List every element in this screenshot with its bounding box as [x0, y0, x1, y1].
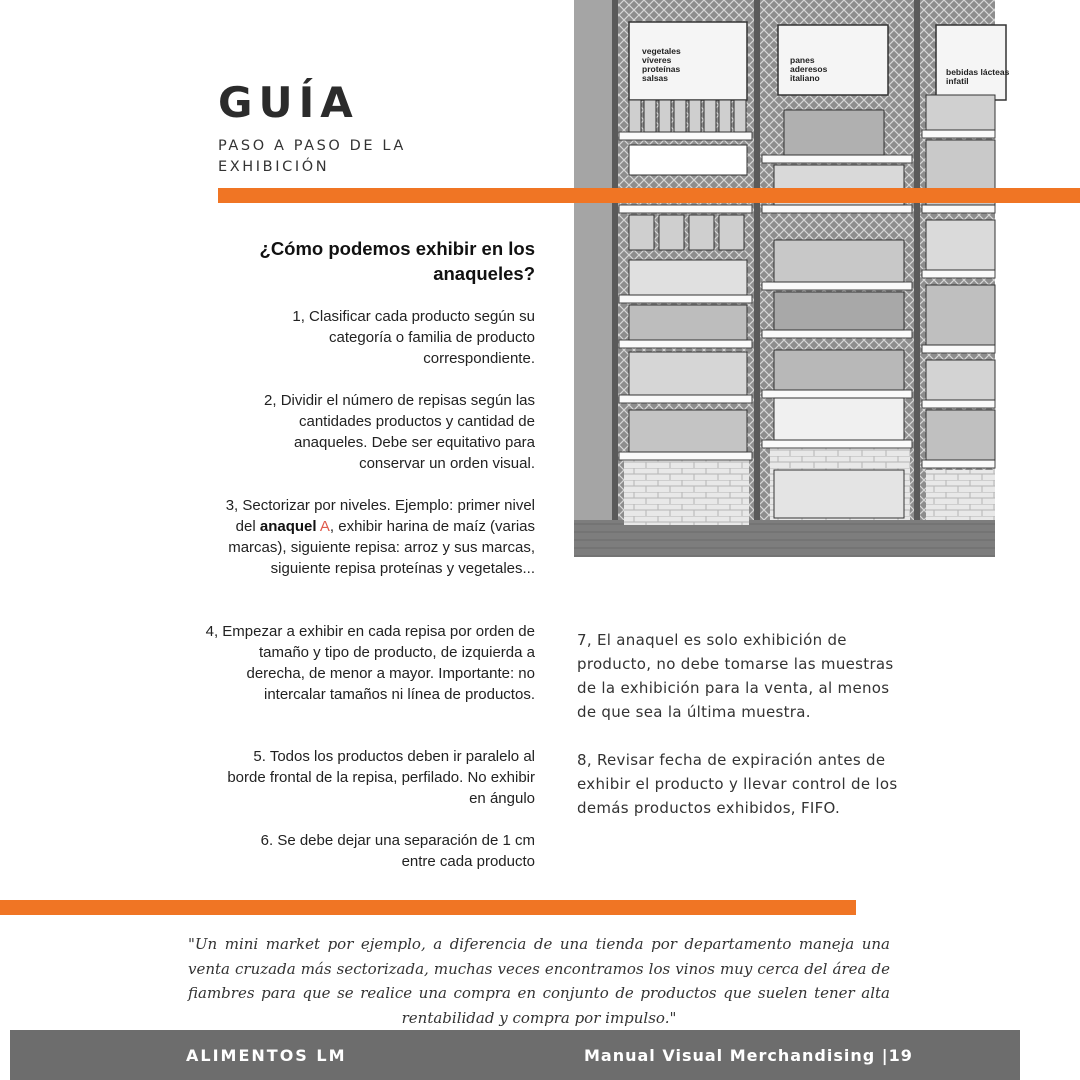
step-3-anaquel: anaquel [259, 518, 317, 535]
shelf-box-a-line4: salsas [642, 73, 668, 83]
page-subtitle: PASO A PASO DE LA EXHIBICIÓN [218, 138, 406, 175]
step-3-letter-a: A [319, 518, 330, 535]
section-question: ¿Cómo podemos exhibir en los anaqueles? [259, 238, 535, 284]
shelf-box-b-line3: italiano [790, 73, 820, 83]
accent-bar-top [218, 188, 1080, 203]
step-5: 5. Todos los productos deben ir paralelo al borde frontal de la repisa, perfilado. No exhibir en ángulo [227, 748, 535, 807]
shelf-box-c-line2: infatil [946, 76, 969, 86]
accent-bar-bottom [0, 900, 856, 915]
shelf-box-a-line1: vegetales [642, 46, 681, 56]
shelf-box-a-line3: proteínas [642, 64, 681, 74]
step-2: 2, Dividir el número de repisas según las cantidades productos y cantidad de anaqueles. Debe ser equitativo para conservar un orden visual. [264, 392, 535, 472]
shelf-box-c-line1: bebidas lácteas [946, 67, 1010, 77]
quote-text: "Un mini market por ejemplo, a diferencia de una tienda por departamento maneja una venta cruzada más sectorizada, muchas veces encontramos los vinos muy cerca del área de fiambres para que se realice una compra en conjunto de productos que suelen tener alta rentabilidad y compra por impulso." [188, 935, 890, 1027]
shelf-illustration [574, 0, 1010, 557]
shelf-box-b-line1: panes [790, 55, 815, 65]
shelf-box-a-line2: víveres [642, 55, 672, 65]
shelf-box-b-line2: aderesos [790, 64, 828, 74]
step-7: 7, El anaquel es solo exhibición de producto, no debe tomarse las muestras de la exhibición para la venta, al menos de que sea la última muestra. [577, 631, 894, 721]
step-3-text-start: 3, Sectorizar por niveles. Ejemplo: primer nivel del [225, 497, 535, 535]
footer-page-info: Manual Visual Merchandising |19 [584, 1046, 913, 1065]
step-1: 1, Clasificar cada producto según su categoría o familia de producto correspondiente. [292, 308, 535, 367]
page-title: GUÍA [218, 78, 359, 127]
step-8: 8, Revisar fecha de expiración antes de exhibir el producto y llevar control de los demás productos exhibidos, FIFO. [577, 751, 898, 817]
step-3-text-end: , exhibir harina de maíz (varias marcas), siguiente repisa: arroz y sus marcas, siguiente repisa proteínas y vegetales... [228, 518, 535, 577]
footer-brand: ALIMENTOS LM [186, 1046, 347, 1065]
footer-bar [10, 1030, 1020, 1080]
step-6: 6. Se debe dejar una separación de 1 cm entre cada producto [260, 832, 535, 870]
step-4: 4, Empezar a exhibir en cada repisa por orden de tamaño y tipo de producto, de izquierda a derecha, de menor a mayor. Importante: no intercalar tamaños ni línea de productos. [205, 623, 535, 703]
step-3 [215, 495, 535, 579]
